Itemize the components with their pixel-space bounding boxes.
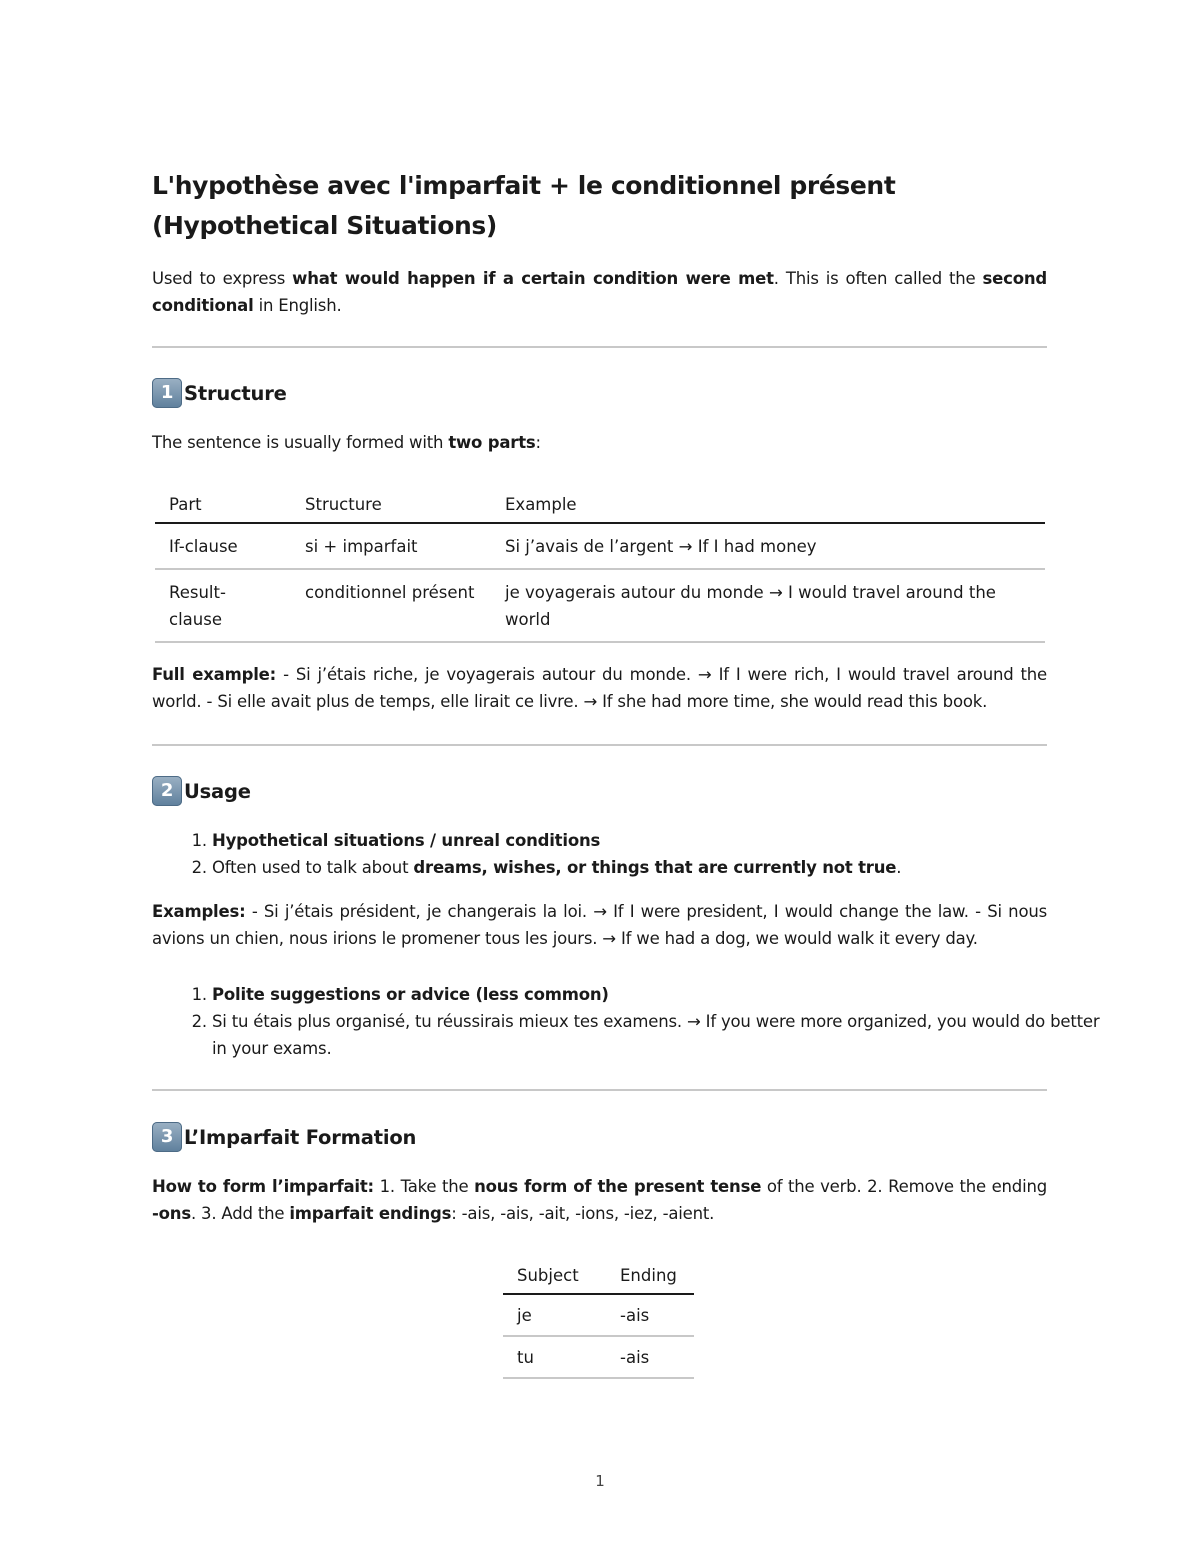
usage-list-2	[152, 981, 1107, 1062]
table-cell: Result-clause	[155, 569, 291, 642]
column-header: Ending	[606, 1259, 694, 1294]
table-cell: Si j’avais de l’argent → If I had money	[491, 523, 1045, 569]
how-bold: imparfait endings	[289, 1204, 452, 1223]
table-row	[155, 523, 1045, 569]
full-example-label: Full example:	[152, 665, 277, 684]
how-text: 1. Take the	[373, 1177, 475, 1196]
intro-paragraph	[152, 265, 1047, 319]
keycap-number-icon: 3	[152, 1122, 182, 1152]
list-item-text: Si tu étais plus organisé, tu réussirais mieux tes examens. → If you were more organized, you would do better in your exams.	[212, 1012, 1100, 1058]
table-cell: si + imparfait	[291, 523, 491, 569]
list-item	[212, 854, 1107, 881]
list-item	[212, 981, 1107, 1008]
table-cell: -ais	[606, 1294, 694, 1336]
table-cell: -ais	[606, 1336, 694, 1378]
page-title: L'hypothèse avec l'imparfait + le conditionnel présent (Hypothetical Situations)	[152, 171, 896, 240]
keycap-number-icon: 1	[152, 378, 182, 408]
list-item	[212, 827, 1107, 854]
examples-text: - Si j’étais président, je changerais la loi. → If I were president, I would change the law. - Si nous avions un chien, nous irions le promener tous les jours. → If we had a dog, we would walk it every day.	[152, 902, 1047, 948]
lead-text-1: The sentence is usually formed with	[152, 433, 449, 452]
full-example-text: - Si j’étais riche, je voyagerais autour du monde. → If I were rich, I would travel around the world. - Si elle avait plus de temps, elle lirait ce livre. → If she had more time, she would read this book.	[152, 665, 1047, 711]
table-cell: je voyagerais autour du monde → I would travel around the world	[491, 569, 1045, 642]
section-heading-text: Usage	[184, 779, 251, 803]
list-item	[212, 1008, 1107, 1062]
table-cell: je	[503, 1294, 606, 1336]
column-header: Subject	[503, 1259, 606, 1294]
table-cell: tu	[503, 1336, 606, 1378]
keycap-number-icon: 2	[152, 776, 182, 806]
table-header-row	[155, 488, 1045, 523]
table-cell: conditionnel présent	[291, 569, 491, 642]
list-item-text: Often used to talk about	[212, 858, 414, 877]
full-example-paragraph	[152, 661, 1047, 715]
column-header: Structure	[291, 488, 491, 523]
intro-text-3: in English.	[253, 296, 342, 315]
lead-bold: two parts	[448, 433, 536, 452]
how-text: : -ais, -ais, -ait, -ions, -iez, -aient.	[451, 1204, 715, 1223]
examples-paragraph	[152, 898, 1047, 952]
column-header: Example	[491, 488, 1045, 523]
section-heading-text: Structure	[184, 381, 287, 405]
section-heading-structure	[152, 377, 287, 409]
structure-table	[155, 488, 1045, 643]
intro-bold-2: second conditional	[152, 269, 1048, 315]
how-label: How to form l’imparfait:	[152, 1177, 374, 1196]
table-header-row	[503, 1259, 694, 1294]
column-header: Part	[155, 488, 291, 523]
list-item-text: Hypothetical situations / unreal conditions	[212, 831, 601, 850]
section-divider	[152, 744, 1047, 746]
how-bold: -ons	[152, 1204, 191, 1223]
list-item-text: Polite suggestions or advice (less common)	[212, 985, 609, 1004]
table-row	[503, 1294, 694, 1336]
structure-lead	[152, 429, 1047, 456]
section-heading-text: L’Imparfait Formation	[184, 1125, 417, 1149]
page-number: 1	[595, 1472, 605, 1490]
how-bold: nous form of the present tense	[474, 1177, 762, 1196]
usage-list	[152, 827, 1107, 881]
section-heading-imparfait	[152, 1121, 416, 1153]
section-divider	[152, 1089, 1047, 1091]
section-heading-usage	[152, 775, 251, 807]
table-row	[503, 1336, 694, 1378]
list-item-text: .	[896, 858, 902, 877]
intro-text-1: Used to express	[152, 269, 293, 288]
list-item-bold: dreams, wishes, or things that are currently not true	[413, 858, 897, 877]
how-to-form-paragraph	[152, 1173, 1047, 1227]
endings-table	[503, 1259, 694, 1379]
examples-label: Examples:	[152, 902, 246, 921]
table-row	[155, 569, 1045, 642]
how-text: of the verb. 2. Remove the ending	[761, 1177, 1047, 1196]
how-text: . 3. Add the	[190, 1204, 290, 1223]
section-divider	[152, 346, 1047, 348]
lead-text-2: :	[535, 433, 541, 452]
intro-text-2: . This is often called the	[773, 269, 983, 288]
table-cell: If-clause	[155, 523, 291, 569]
intro-bold-1: what would happen if a certain condition were met	[292, 269, 774, 288]
